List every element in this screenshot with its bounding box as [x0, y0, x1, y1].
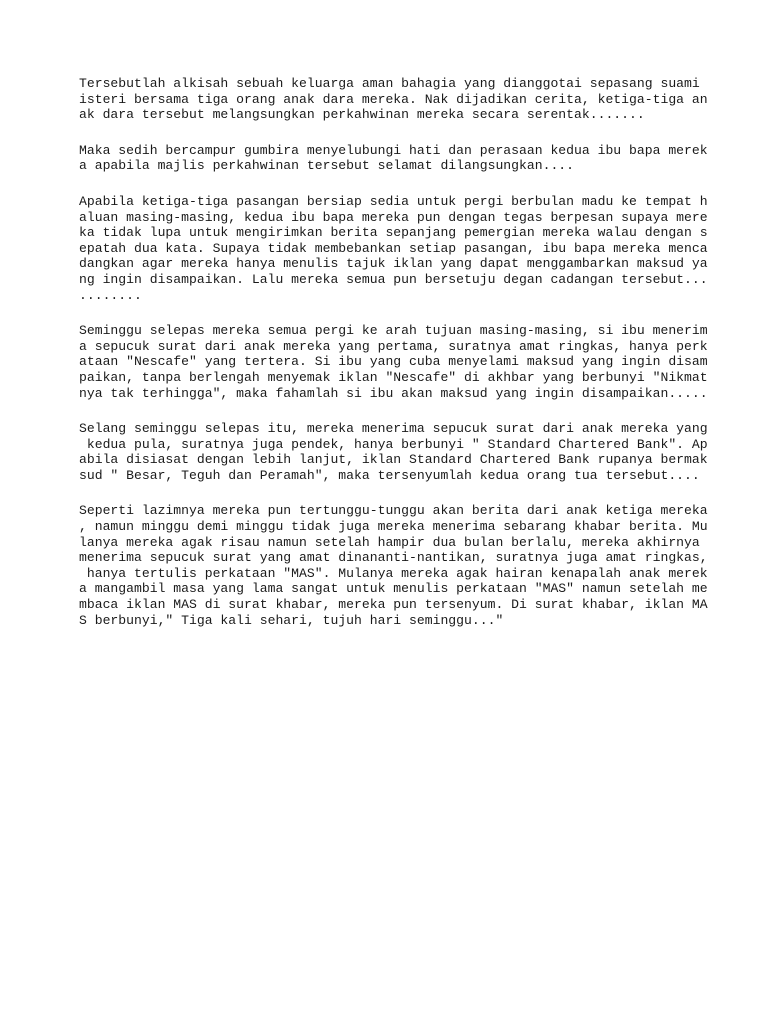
text-line: isteri bersama tiga orang anak dara mereka. Nak dijadikan cerita, ketiga-tiga an	[79, 91, 708, 107]
text-line: ka tidak lupa untuk mengirimkan berita sepanjang pemergian mereka walau dengan s	[79, 225, 708, 241]
paragraph-4	[79, 323, 719, 401]
text-line: ng ingin disampaikan. Lalu mereka semua pun bersetuju degan cadangan tersebut...	[79, 271, 708, 287]
paragraph-5	[79, 421, 719, 483]
text-line: ataan "Nescafe" yang tertera. Si ibu yang cuba menyelami maksud yang ingin disam	[79, 354, 708, 370]
text-line: a sepucuk surat dari anak mereka yang pertama, suratnya amat ringkas, hanya perk	[79, 338, 708, 354]
text-line: Apabila ketiga-tiga pasangan bersiap sedia untuk pergi berbulan madu ke tempat h	[79, 193, 708, 209]
text-line: ak dara tersebut melangsungkan perkahwinan mereka secara serentak.......	[79, 107, 645, 123]
text-line: kedua pula, suratnya juga pendek, hanya berbunyi " Standard Chartered Bank". Ap	[79, 436, 708, 452]
text-line: abila disiasat dengan lebih lanjut, iklan Standard Chartered Bank rupanya bermak	[79, 452, 708, 468]
text-line: ........	[79, 287, 142, 303]
text-line: Selang seminggu selepas itu, mereka menerima sepucuk surat dari anak mereka yang	[79, 421, 708, 437]
text-line: paikan, tanpa berlengah menyemak iklan "Nescafe" di akhbar yang berbunyi "Nikmat	[79, 369, 708, 385]
text-line: nya tak terhingga", maka fahamlah si ibu akan maksud yang ingin disampaikan.....	[79, 385, 708, 401]
document-page	[79, 76, 719, 648]
text-line: hanya tertulis perkataan "MAS". Mulanya mereka agak hairan kenapalah anak merek	[79, 565, 708, 581]
text-line: a mangambil masa yang lama sangat untuk menulis perkataan "MAS" namun setelah me	[79, 581, 708, 597]
text-line: sud " Besar, Teguh dan Peramah", maka tersenyumlah kedua orang tua tersebut....	[79, 467, 700, 483]
text-line: Seminggu selepas mereka semua pergi ke arah tujuan masing-masing, si ibu menerim	[79, 323, 708, 339]
text-line: a apabila majlis perkahwinan tersebut selamat dilangsungkan....	[79, 158, 575, 174]
paragraph-1	[79, 76, 719, 123]
text-line: mbaca iklan MAS di surat khabar, mereka pun tersenyum. Di surat khabar, iklan MA	[79, 597, 708, 613]
paragraph-6	[79, 503, 719, 628]
text-line: dangkan agar mereka hanya menulis tajuk iklan yang dapat menggambarkan maksud ya	[79, 256, 708, 272]
text-line: Seperti lazimnya mereka pun tertunggu-tunggu akan berita dari anak ketiga mereka	[79, 503, 708, 519]
text-line: lanya mereka agak risau namun setelah hampir dua bulan berlalu, mereka akhirnya	[79, 534, 700, 550]
paragraph-2	[79, 143, 719, 174]
text-line: epatah dua kata. Supaya tidak membebankan setiap pasangan, ibu bapa mereka menca	[79, 240, 708, 256]
paragraph-3	[79, 194, 719, 303]
text-line: S berbunyi," Tiga kali sehari, tujuh hari seminggu..."	[79, 612, 504, 628]
text-line: Maka sedih bercampur gumbira menyelubungi hati dan perasaan kedua ibu bapa merek	[79, 142, 708, 158]
text-line: , namun minggu demi minggu tidak juga mereka menerima sebarang khabar berita. Mu	[79, 519, 708, 535]
text-line: menerima sepucuk surat yang amat dinananti-nantikan, suratnya juga amat ringkas,	[79, 550, 708, 566]
text-line: aluan masing-masing, kedua ibu bapa mereka pun dengan tegas berpesan supaya mere	[79, 209, 708, 225]
text-line: Tersebutlah alkisah sebuah keluarga aman bahagia yang dianggotai sepasang suami	[79, 76, 700, 91]
